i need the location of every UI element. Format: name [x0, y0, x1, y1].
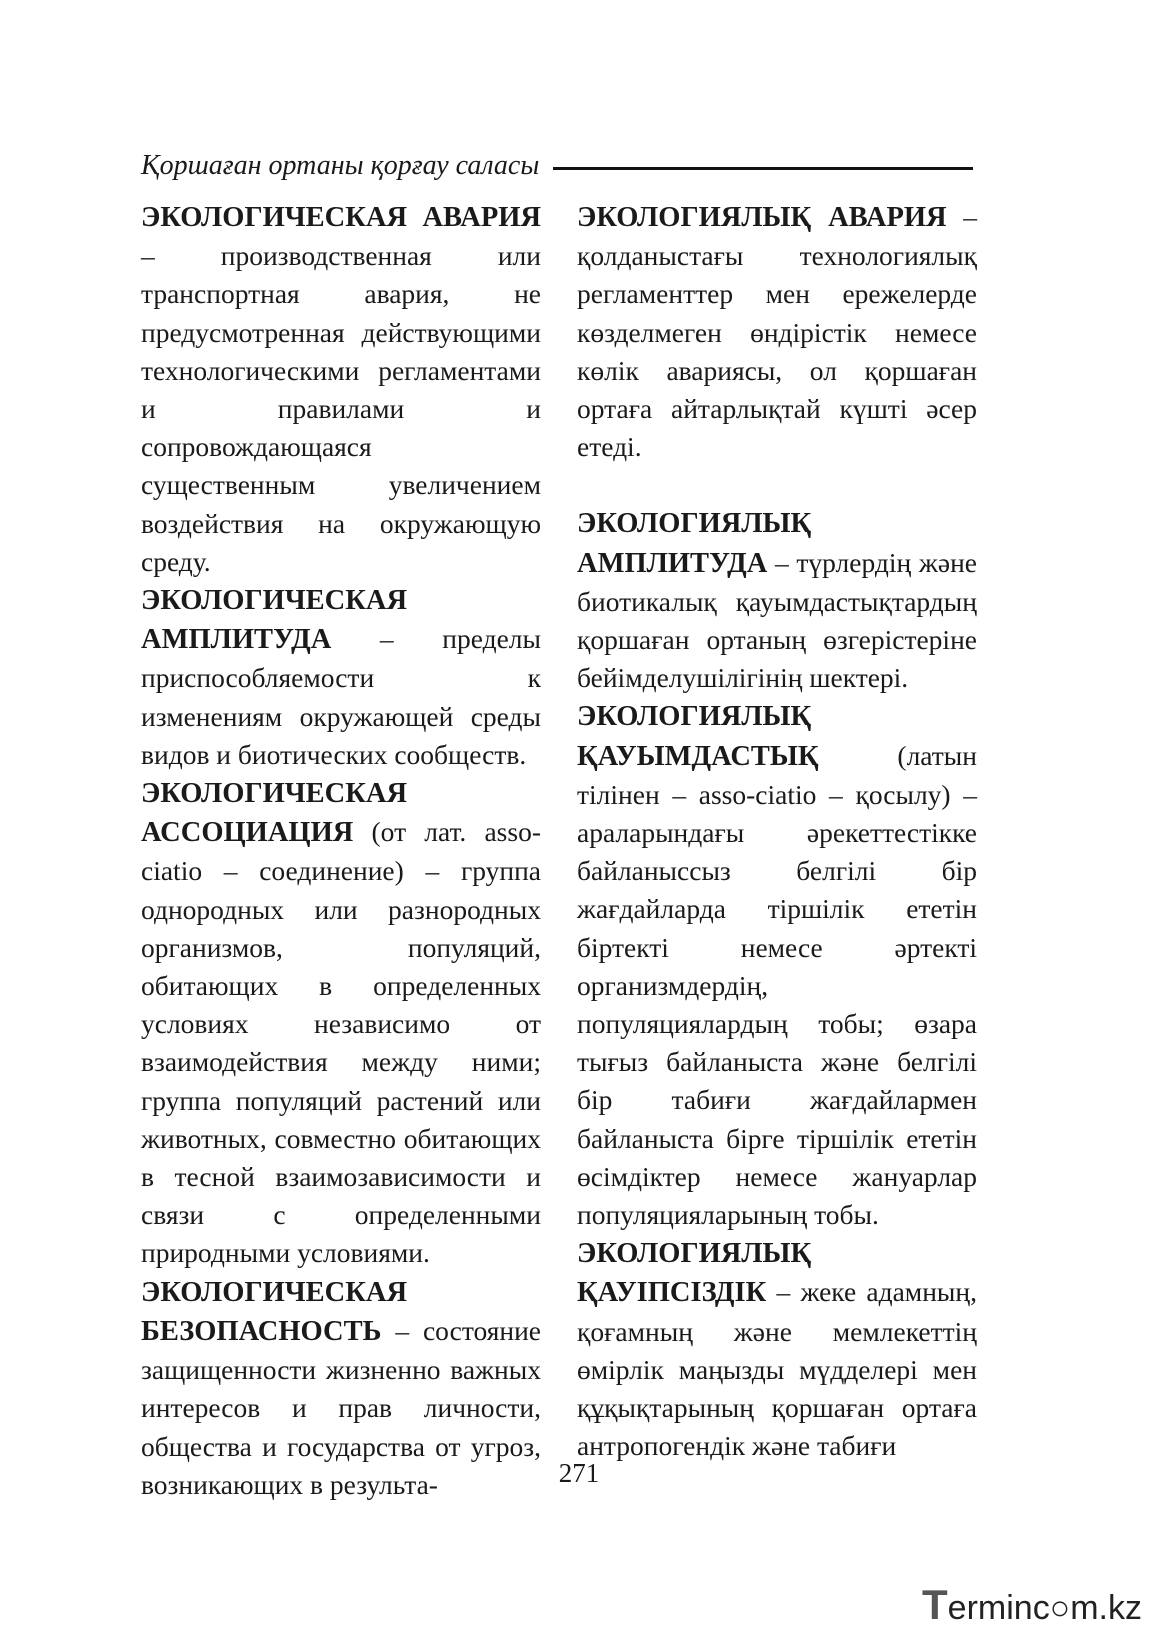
entry-kz-kauymdastyk [577, 697, 977, 1234]
definition: – қолданыстағы технологиялық регламенттер мен ережелерде көзделмеген өндірістік немесе көлік авариясы, ол қоршаған ортаға айтарлықтай күшті әсер етеді. [577, 201, 977, 463]
term: ЭКОЛОГИЧЕСКАЯ АССОЦИАЦИЯ [141, 778, 408, 849]
term: ЭКОЛОГИЧЕСКАЯ БЕЗОПАСНОСТЬ [141, 1276, 408, 1347]
right-column-kazakh [577, 198, 977, 1466]
term: ЭКОЛОГИЧЕСКАЯ АВАРИЯ [141, 202, 541, 233]
term: ЭКОЛОГИЧЕСКАЯ АМПЛИТУДА [141, 585, 408, 656]
left-column-russian [141, 198, 541, 1504]
page-number: 271 [558, 1458, 600, 1488]
watermark-lead-letter: T [922, 1581, 948, 1628]
entry-kz-kauipsizdik [577, 1234, 977, 1465]
term: ЭКОЛОГИЯЛЫҚ ҚАУЫМДАСТЫҚ [577, 701, 819, 772]
definition: – түрлердің және биотикалық қауымдастықтардың қоршаған ортаның өзгерістеріне бейімделушілігінің шектері. [577, 546, 977, 694]
definition: (от лат. asso-ciatio – соединение) – группа однородных или разнородных организмов, популяций, обитающих в определенных условиях независимо от взаимодействия между ними; группа популяций растений или животных, совместно обитающих в тесной взаимозависимости и связи с определенными природными условиями. [141, 816, 541, 1269]
entry-ru-amplituda [141, 581, 541, 774]
definition: – пределы приспособляемости к изменениям окружающей среды видов и биотических сообществ. [141, 623, 541, 770]
term: ЭКОЛОГИЯЛЫҚ ҚАУІПСІЗДІК [577, 1238, 812, 1309]
term: ЭКОЛОГИЯЛЫҚ АВАРИЯ [577, 202, 947, 233]
entry-kz-avariya [577, 198, 977, 466]
definition: (латын тілінен – asso-ciatio – қосылу) – араларындағы әрекеттестікке байланыссыз белгілі бір жағдайларда тіршілік ететін біртекті немесе әртекті организмдердің, популяциялардың тобы; өзара тығыз байланыста және белгілі бір табиғи жағдайлармен байланыста бірге тіршілік ететін өсімдіктер немесе жануарлар популяцияларының тобы. [577, 739, 977, 1231]
entry-kz-amplituda [577, 504, 977, 697]
definition: – состояние защищенности жизненно важных интересов и прав личности, общества и государства от угроз, возникающих в результа- [141, 1314, 541, 1500]
definition: – производственная или транспортная авария, не предусмотренная действующими технологическими регламентами и правилами и сопровождающаяся существенным увеличением воздействия на окружающую среду. [141, 240, 541, 577]
termincom-watermark[interactable] [922, 1581, 1142, 1629]
entry-spacer [577, 466, 977, 504]
header-rule [553, 167, 973, 170]
definition: – жеке адамның, қоғамның және мемлекеттің өмірлік маңызды мүдделері мен құқықтарының қоршаған ортаға антропогендік және табиғи [577, 1276, 977, 1462]
entry-ru-associaciya [141, 774, 541, 1273]
running-header [141, 146, 973, 186]
watermark-text: erminc○m.kz [947, 1589, 1142, 1627]
entry-ru-avariya [141, 198, 541, 581]
header-title: Қоршаған ортаны қорғау саласы [141, 150, 540, 181]
term: ЭКОЛОГИЯЛЫҚ АМПЛИТУДА [577, 508, 812, 579]
